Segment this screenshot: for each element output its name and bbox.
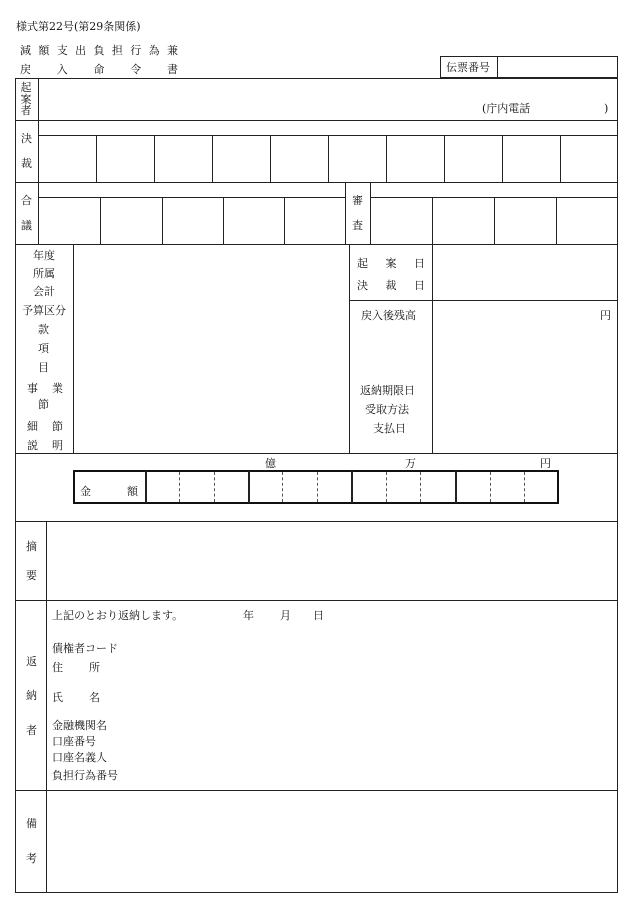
remarks-label-2: 考	[26, 852, 37, 865]
consult-stamp-cell[interactable]	[224, 198, 284, 243]
digit-divider	[214, 472, 215, 502]
approval-stamp-cell[interactable]	[97, 136, 154, 181]
returner-info-field[interactable]	[140, 630, 610, 785]
approval-date-label: 決 裁 日	[357, 279, 425, 292]
amount-digit-cell[interactable]	[353, 472, 386, 502]
consult-stamp-cell[interactable]	[101, 198, 162, 243]
unit-en: 円	[540, 457, 551, 470]
account-label: 会計	[33, 285, 55, 298]
review-label-1: 審	[352, 194, 363, 207]
amount-digit-cell[interactable]	[388, 472, 421, 502]
drafter-label: 起案者	[20, 81, 32, 118]
extension-phone-label: (庁内電話	[482, 102, 531, 115]
creditor-code-label: 債権者コード	[52, 642, 118, 655]
summary-label-2: 要	[26, 569, 37, 582]
title-char: 出	[75, 44, 87, 57]
title-char: 為	[148, 44, 160, 57]
draft-date-label: 起 案 日	[357, 257, 425, 270]
amount-digit-cell[interactable]	[492, 472, 525, 502]
approval-label-1: 決	[21, 132, 32, 145]
amount-digit-cell[interactable]	[526, 472, 559, 502]
payment-date-label: 支払日	[373, 422, 406, 435]
digit-divider	[386, 472, 387, 502]
budget-category-label: 予算区分	[22, 304, 66, 317]
returner-label-1: 返	[26, 655, 37, 668]
yen-unit: 円	[600, 309, 611, 322]
fiscal-year-label: 年度	[33, 249, 55, 262]
drafter-field[interactable]	[39, 79, 617, 119]
remarks-field[interactable]	[47, 791, 617, 892]
amount-digit-cell[interactable]	[422, 472, 455, 502]
title-char: 兼	[167, 44, 178, 57]
date-month-label: 月	[280, 609, 291, 622]
approval-stamp-cell[interactable]	[445, 136, 502, 181]
summary-field[interactable]	[47, 522, 617, 599]
balance-field[interactable]	[433, 301, 617, 453]
returner-label-2: 納	[26, 689, 37, 702]
form-number: 様式第22号(第29条関係)	[16, 20, 141, 33]
amount-digit-cell[interactable]	[319, 472, 351, 502]
unit-man: 万	[405, 457, 416, 470]
kou-label: 項	[38, 342, 49, 355]
approval-stamp-cell[interactable]	[387, 136, 444, 181]
amount-digit-cell[interactable]	[147, 472, 179, 502]
commitment-number-label: 負担行為番号	[52, 769, 118, 782]
title-char: 令	[130, 63, 142, 76]
approval-stamp-cell[interactable]	[271, 136, 328, 181]
title-char: 行	[130, 44, 142, 57]
amount-digit-cell[interactable]	[250, 472, 282, 502]
review-stamp-cell[interactable]	[371, 198, 432, 243]
approval-stamp-cell[interactable]	[39, 136, 96, 181]
title-char: 減	[20, 44, 31, 57]
returner-label-3: 者	[26, 724, 37, 737]
sub-setsu-label: 細 節	[27, 420, 63, 433]
approval-stamp-cell[interactable]	[213, 136, 270, 181]
approval-stamp-cell[interactable]	[561, 136, 618, 181]
voucher-number-label: 伝票番号	[446, 61, 490, 74]
title-char: 担	[111, 44, 123, 57]
balance-after-return-label: 戻入後残高	[361, 309, 416, 322]
review-stamp-cell[interactable]	[557, 198, 618, 243]
name-label: 氏 名	[52, 691, 100, 704]
amount-digit-cell[interactable]	[457, 472, 490, 502]
moku-label: 目	[38, 361, 49, 374]
setsu-label: 節	[38, 398, 49, 411]
unit-oku: 億	[265, 457, 276, 470]
return-deadline-label: 返納期限日	[360, 384, 415, 397]
title-char: 戻	[20, 63, 31, 76]
kan-label: 款	[38, 323, 49, 336]
summary-label-1: 摘	[26, 540, 37, 553]
date-year-label: 年	[243, 609, 254, 622]
budget-detail-field[interactable]	[73, 244, 349, 453]
voucher-number-field[interactable]	[498, 57, 617, 77]
review-label-2: 査	[352, 219, 363, 232]
date-day-label: 日	[313, 609, 324, 622]
address-label: 住 所	[52, 661, 100, 674]
return-statement: 上記のとおり返納します。	[52, 609, 184, 622]
account-holder-label: 口座名義人	[52, 751, 107, 764]
consult-stamp-cell[interactable]	[39, 198, 100, 243]
digit-divider	[179, 472, 180, 502]
extension-phone-close: )	[604, 102, 609, 115]
approval-stamp-cell[interactable]	[503, 136, 560, 181]
title-char: 支	[56, 44, 68, 57]
approval-label-2: 裁	[21, 157, 32, 170]
consult-stamp-cell[interactable]	[285, 198, 345, 243]
digit-divider	[282, 472, 283, 502]
description-label: 説 明	[27, 439, 63, 452]
review-stamp-cell[interactable]	[495, 198, 556, 243]
title-char: 命	[93, 63, 105, 76]
consult-label-1: 合	[21, 194, 32, 207]
title-char: 書	[167, 63, 178, 76]
amount-label: 金 額	[80, 485, 138, 498]
amount-digit-cell[interactable]	[216, 472, 248, 502]
approval-stamp-cell[interactable]	[329, 136, 386, 181]
department-label: 所属	[33, 267, 55, 280]
amount-digit-cell[interactable]	[284, 472, 316, 502]
form-title	[20, 42, 178, 77]
title-char: 入	[56, 63, 68, 76]
consult-stamp-cell[interactable]	[163, 198, 223, 243]
title-char: 負	[93, 44, 105, 57]
bank-name-label: 金融機関名	[52, 719, 107, 732]
amount-digit-cell[interactable]	[181, 472, 213, 502]
date-fields[interactable]	[433, 245, 617, 300]
approval-stamp-cell[interactable]	[155, 136, 212, 181]
project-label: 事 業	[27, 382, 63, 395]
digit-divider	[490, 472, 491, 502]
account-number-label: 口座番号	[52, 735, 96, 748]
title-char: 額	[38, 44, 50, 57]
digit-divider	[317, 472, 318, 502]
remarks-label-1: 備	[26, 817, 37, 830]
consult-label-2: 議	[21, 219, 32, 232]
receipt-method-label: 受取方法	[365, 403, 409, 416]
review-stamp-cell[interactable]	[433, 198, 494, 243]
